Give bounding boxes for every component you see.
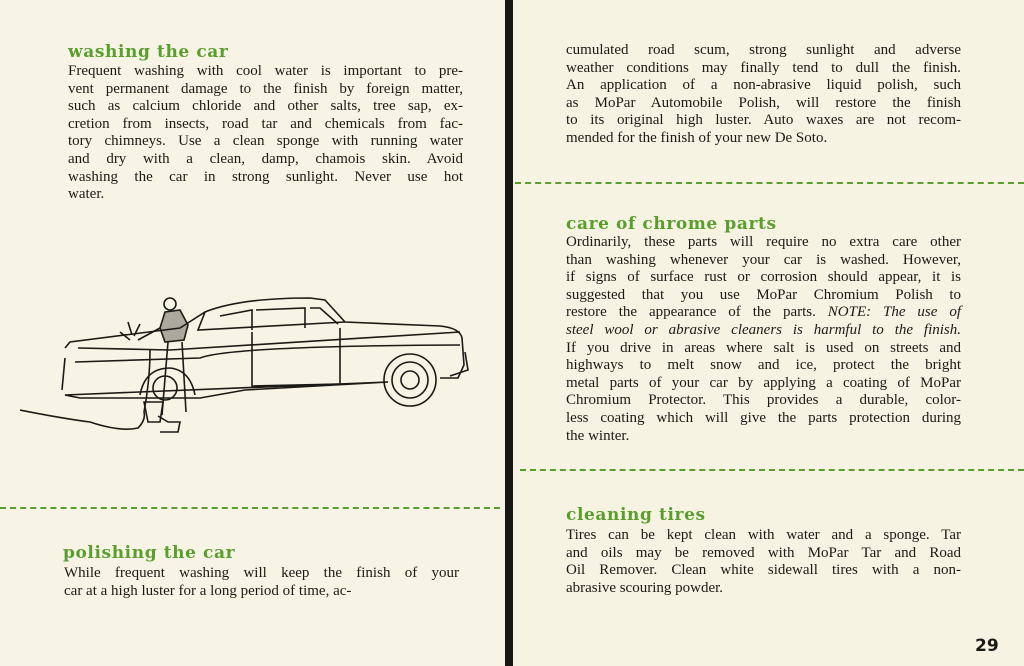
text-line: as MoPar Automobile Polish, will restore the finish xyxy=(566,94,961,111)
text-line: washing the car in strong sunlight. Never use hot xyxy=(68,168,463,185)
heading-polishing: polishing the car xyxy=(63,543,236,563)
italic-text: steel wool or abrasive cleaners is harmful to the finish. xyxy=(566,321,961,338)
text-line: and dry with a clean, damp, chamois skin. Avoid xyxy=(68,150,463,167)
heading-chrome: care of chrome parts xyxy=(566,214,777,234)
text-line: cretion from insects, road tar and chemicals from fac- xyxy=(68,115,463,132)
text-line xyxy=(566,304,961,322)
page-gutter xyxy=(505,0,513,666)
text-line: Ordinarily, these parts will require no extra care other xyxy=(566,234,961,250)
text-line: than washing whenever your car is washed. However, xyxy=(566,251,961,268)
text-line: such as calcium chloride and other salts, tree sap, ex- xyxy=(68,98,463,115)
paragraph-tires xyxy=(566,527,961,597)
car-washing-illustration xyxy=(20,290,475,440)
text-line: if signs of surface rust or corrosion should appear, it is xyxy=(566,269,961,286)
text-line: highways to melt snow and ice, protect the bright xyxy=(566,357,961,374)
section-divider xyxy=(515,182,1024,184)
text-line: vent permanent damage to the finish by foreign matter, xyxy=(68,80,463,97)
text-line: suggested that you use MoPar Chromium Polish to xyxy=(566,286,961,303)
text-line: tory chimneys. Use a clean sponge with running water xyxy=(68,133,463,150)
text-line: to its original high luster. Auto waxes are not recom- xyxy=(566,112,961,129)
section-divider xyxy=(520,469,1024,471)
text-line: Oil Remover. Clean white sidewall tires with a non- xyxy=(566,562,961,579)
text-line: and oils may be removed with MoPar Tar and Road xyxy=(566,544,961,561)
text-line: water. xyxy=(68,186,105,203)
paragraph-polishing xyxy=(64,565,459,600)
page-number: 29 xyxy=(975,636,999,656)
text-line: Frequent washing with cool water is important to pre- xyxy=(68,63,463,79)
paragraph-washing xyxy=(68,63,463,204)
text-line: abrasive scouring powder. xyxy=(566,579,724,596)
text-line: Tires can be kept clean with water and a sponge. Tar xyxy=(566,527,961,543)
text-segment: restore the appearance of the parts. xyxy=(566,304,828,321)
text-line: metal parts of your car by applying a coating of MoPar xyxy=(566,374,961,391)
paragraph-polishing-continued xyxy=(566,42,961,148)
text-line: While frequent washing will keep the finish of your xyxy=(64,565,459,581)
section-divider xyxy=(0,507,500,509)
text-line: If you drive in areas where salt is used on streets and xyxy=(566,339,961,356)
text-line: cumulated road scum, strong sunlight and adverse xyxy=(566,42,961,58)
text-line: weather conditions may finally tend to dull the finish. xyxy=(566,59,961,76)
text-line: An application of a non-abrasive liquid polish, such xyxy=(566,77,961,94)
italic-text: NOTE: The use of xyxy=(827,304,961,321)
heading-tires: cleaning tires xyxy=(566,505,706,525)
text-line: less coating which will give the parts protection during xyxy=(566,409,961,426)
text-line: mended for the finish of your new De Soto. xyxy=(566,129,828,146)
paragraph-chrome xyxy=(566,234,961,445)
text-line: car at a high luster for a long period of time, ac- xyxy=(64,582,352,599)
text-line xyxy=(566,322,961,340)
text-line: Chromium Protector. This provides a durable, color- xyxy=(566,392,961,409)
heading-washing: washing the car xyxy=(68,42,229,62)
text-line: the winter. xyxy=(566,427,630,444)
